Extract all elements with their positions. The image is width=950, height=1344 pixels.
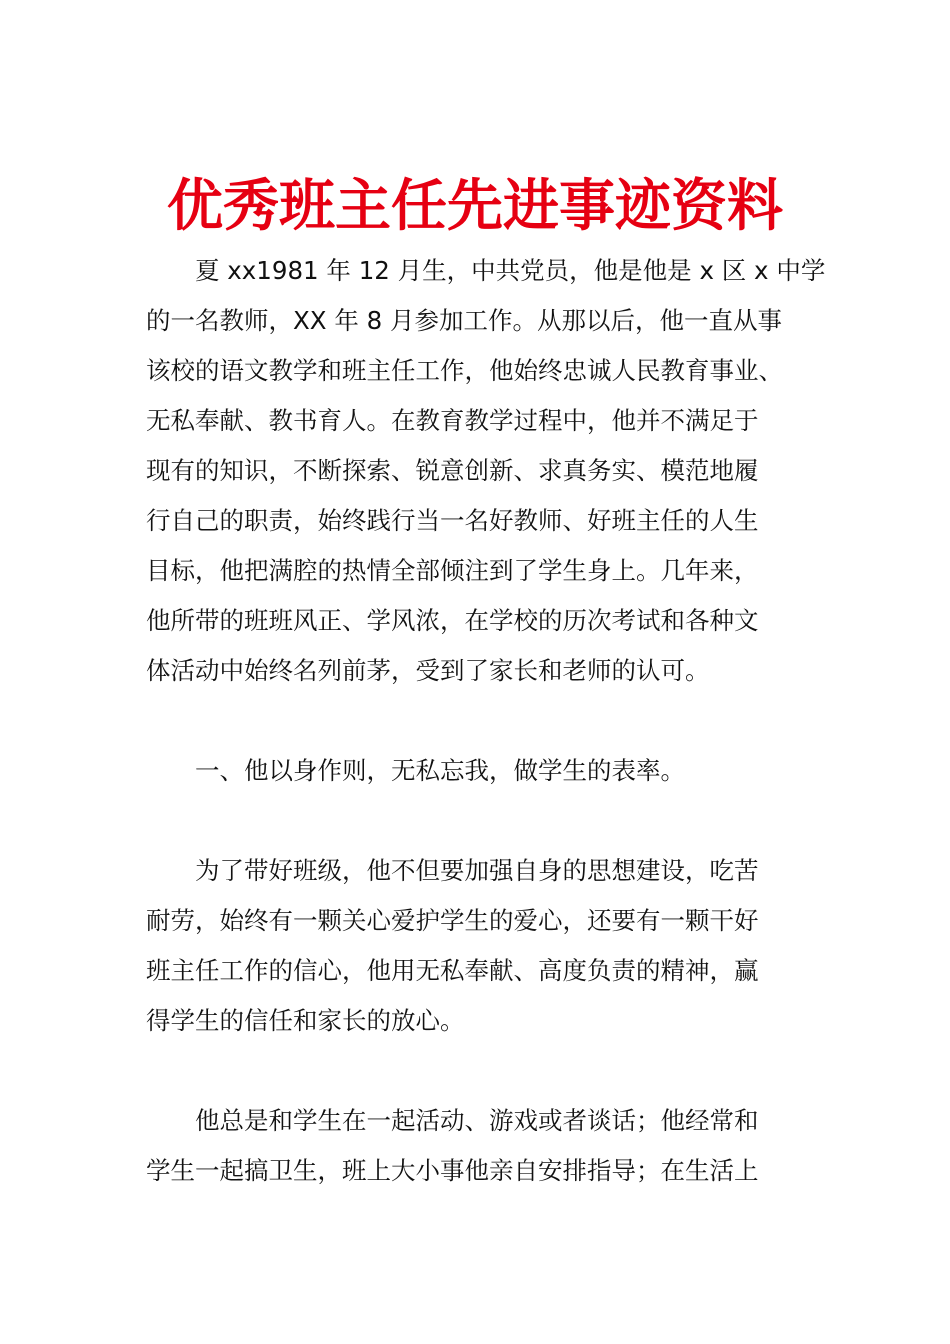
paragraph-line: 目标，他把满腔的热情全部倾注到了学生身上。几年来， (146, 556, 759, 585)
paragraph-line: 行自己的职责，始终践行当一名好教师、好班主任的人生 (146, 506, 759, 535)
document-title: 优秀班主任先进事迹资料 (167, 172, 783, 239)
paragraph-line: 的一名教师，XX 年 8 月参加工作。从那以后，他一直从事 (146, 306, 783, 335)
paragraph-line: 现有的知识，不断探索、锐意创新、求真务实、模范地履 (146, 456, 759, 485)
paragraph-line: 耐劳，始终有一颗关心爱护学生的爱心，还要有一颗干好 (146, 906, 759, 935)
paragraph-line: 学生一起搞卫生，班上大小事他亲自安排指导；在生活上 (146, 1156, 759, 1185)
paragraph-line: 他总是和学生在一起活动、游戏或者谈话；他经常和 (195, 1106, 759, 1135)
paragraph-line: 夏 xx1981 年 12 月生，中共党员，他是他是 x 区 x 中学 (195, 256, 826, 285)
paragraph-line: 该校的语文教学和班主任工作，他始终忠诚人民教育事业、 (146, 356, 783, 385)
paragraph-line: 为了带好班级，他不但要加强自身的思想建设，吃苦 (195, 856, 759, 885)
paragraph-line: 班主任工作的信心，他用无私奉献、高度负责的精神，赢 (146, 956, 759, 985)
paragraph-line: 他所带的班班风正、学风浓，在学校的历次考试和各种文 (146, 606, 759, 635)
paragraph-line: 体活动中始终名列前茅，受到了家长和老师的认可。 (146, 656, 710, 685)
paragraph-line: 得学生的信任和家长的放心。 (146, 1006, 465, 1035)
section-heading: 一、他以身作则，无私忘我，做学生的表率。 (195, 756, 685, 785)
paragraph-line: 无私奉献、教书育人。在教育教学过程中，他并不满足于 (146, 406, 759, 435)
